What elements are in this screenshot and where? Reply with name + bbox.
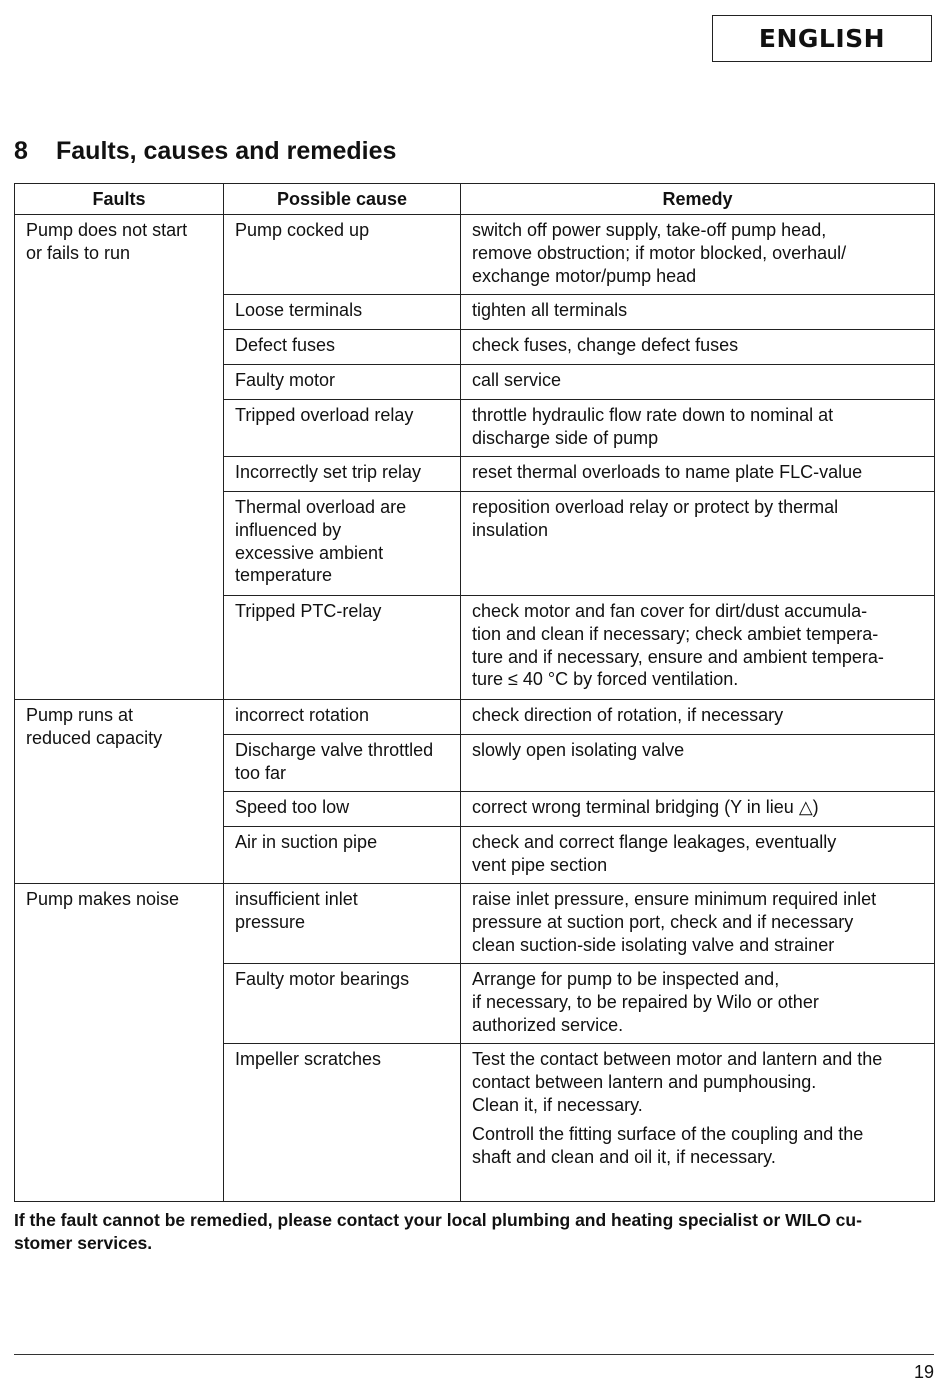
remedy-cell bbox=[461, 700, 935, 735]
remedy-cell bbox=[461, 735, 935, 792]
column-header-faults: Faults bbox=[15, 184, 224, 215]
cause-cell bbox=[224, 700, 461, 735]
remedy-cell bbox=[461, 457, 935, 492]
fault-cell bbox=[15, 884, 224, 1202]
cause-text: Speed too low bbox=[235, 797, 350, 817]
remedy-text: Arrange for pump to be inspected and, bbox=[472, 969, 780, 989]
remedy-text: tion and clean if necessary; check ambiet tempera- bbox=[472, 623, 879, 644]
table-body bbox=[15, 215, 935, 1202]
cause-cell bbox=[224, 884, 461, 964]
faults-table bbox=[14, 183, 935, 1202]
remedy-text: contact between lantern and pumphousing. bbox=[472, 1071, 817, 1092]
remedy-text: Test the contact between motor and lantern and the bbox=[472, 1049, 883, 1069]
cause-text: temperature bbox=[235, 565, 333, 586]
remedy-cell bbox=[461, 400, 935, 457]
remedy-text: Controll the fitting surface of the coupling and the bbox=[472, 1124, 864, 1145]
cause-text: Discharge valve throttled bbox=[235, 740, 434, 760]
cause-cell bbox=[224, 1044, 461, 1202]
remedy-cell bbox=[461, 596, 935, 700]
remedy-cell bbox=[461, 884, 935, 964]
footer-note bbox=[14, 1209, 934, 1255]
remedy-cell bbox=[461, 827, 935, 884]
remedy-text: vent pipe section bbox=[472, 854, 608, 875]
cause-cell bbox=[224, 596, 461, 700]
remedy-text: check direction of rotation, if necessary bbox=[472, 705, 784, 725]
table-row bbox=[15, 215, 935, 295]
cause-cell bbox=[224, 365, 461, 400]
remedy-cell bbox=[461, 964, 935, 1044]
remedy-text: call service bbox=[472, 370, 562, 390]
remedy-text: switch off power supply, take-off pump head, bbox=[472, 220, 827, 240]
remedy-text: exchange motor/pump head bbox=[472, 265, 697, 286]
cause-cell bbox=[224, 792, 461, 827]
page-number: 19 bbox=[913, 1362, 934, 1382]
section-number: 8 bbox=[14, 137, 28, 165]
cause-cell bbox=[224, 735, 461, 792]
cause-text: Air in suction pipe bbox=[235, 832, 378, 852]
remedy-text: ture ≤ 40 °C by forced ventilation. bbox=[472, 669, 739, 690]
cause-text: excessive ambient bbox=[235, 542, 384, 563]
cause-text: pressure bbox=[235, 911, 306, 932]
cause-cell bbox=[224, 457, 461, 492]
cause-text: influenced by bbox=[235, 519, 342, 540]
remedy-text: Clean it, if necessary. bbox=[472, 1094, 643, 1115]
remedy-text: remove obstruction; if motor blocked, overhaul/ bbox=[472, 242, 847, 263]
fault-cell bbox=[15, 700, 224, 884]
remedy-text: if necessary, to be repaired by Wilo or other bbox=[472, 991, 819, 1012]
remedy-cell bbox=[461, 295, 935, 330]
cause-cell bbox=[224, 827, 461, 884]
cause-cell bbox=[224, 215, 461, 295]
remedy-text: reposition overload relay or protect by thermal bbox=[472, 497, 839, 517]
remedy-cell bbox=[461, 365, 935, 400]
remedy-text: raise inlet pressure, ensure minimum required inlet bbox=[472, 889, 877, 909]
remedy-text: discharge side of pump bbox=[472, 427, 659, 448]
cause-text: Thermal overload are bbox=[235, 497, 407, 517]
cause-cell bbox=[224, 400, 461, 457]
fault-text: Pump makes noise bbox=[26, 889, 180, 909]
remedy-text: reset thermal overloads to name plate FLC-value bbox=[472, 462, 863, 482]
remedy-text: correct wrong terminal bridging (Y in lieu △) bbox=[472, 797, 819, 817]
footer-rule bbox=[14, 1354, 934, 1355]
remedy-text: check fuses, change defect fuses bbox=[472, 335, 739, 355]
remedy-cell bbox=[461, 792, 935, 827]
paragraph-gap bbox=[472, 1116, 926, 1123]
cause-text: Defect fuses bbox=[235, 335, 336, 355]
cause-text: Incorrectly set trip relay bbox=[235, 462, 422, 482]
footer-note-line: If the fault cannot be remedied, please contact your local plumbing and heating specialist or WILO cu- bbox=[14, 1210, 862, 1230]
cause-text: too far bbox=[235, 762, 287, 783]
column-header-possible-cause: Possible cause bbox=[224, 184, 461, 215]
remedy-text: slowly open isolating valve bbox=[472, 740, 685, 760]
remedy-text: authorized service. bbox=[472, 1014, 624, 1035]
remedy-text: shaft and clean and oil it, if necessary. bbox=[472, 1147, 776, 1168]
remedy-cell bbox=[461, 330, 935, 365]
remedy-text: throttle hydraulic flow rate down to nominal at bbox=[472, 405, 834, 425]
cause-text: Tripped PTC-relay bbox=[235, 601, 382, 621]
cause-cell bbox=[224, 492, 461, 596]
table-row bbox=[15, 884, 935, 964]
cause-text: Pump cocked up bbox=[235, 220, 370, 240]
cause-text: Faulty motor bearings bbox=[235, 969, 410, 989]
cause-text: insufficient inlet bbox=[235, 889, 358, 909]
fault-text: Pump runs at bbox=[26, 705, 134, 725]
footer-note-line: stomer services. bbox=[14, 1233, 153, 1253]
cause-text: Impeller scratches bbox=[235, 1049, 382, 1069]
fault-text: Pump does not start bbox=[26, 220, 188, 240]
table-header-row bbox=[15, 184, 935, 215]
fault-cell bbox=[15, 215, 224, 700]
remedy-text: insulation bbox=[472, 519, 549, 540]
cause-text: Faulty motor bbox=[235, 370, 336, 390]
remedy-cell bbox=[461, 492, 935, 596]
cause-cell bbox=[224, 330, 461, 365]
table-row bbox=[15, 700, 935, 735]
column-header-remedy: Remedy bbox=[461, 184, 935, 215]
cause-text: incorrect rotation bbox=[235, 705, 370, 725]
remedy-text: tighten all terminals bbox=[472, 300, 628, 320]
remedy-text: ture and if necessary, ensure and ambient tempera- bbox=[472, 646, 884, 667]
fault-text: or fails to run bbox=[26, 242, 131, 263]
remedy-text: clean suction-side isolating valve and strainer bbox=[472, 934, 835, 955]
cause-text: Loose terminals bbox=[235, 300, 363, 320]
fault-text: reduced capacity bbox=[26, 727, 163, 748]
remedy-cell bbox=[461, 1044, 935, 1202]
remedy-text: pressure at suction port, check and if necessary bbox=[472, 911, 854, 932]
cause-cell bbox=[224, 964, 461, 1044]
remedy-text: check and correct flange leakages, eventually bbox=[472, 832, 837, 852]
remedy-cell bbox=[461, 215, 935, 295]
language-label: ENGLISH bbox=[712, 15, 932, 62]
section-heading bbox=[14, 134, 396, 168]
cause-cell bbox=[224, 295, 461, 330]
remedy-text: check motor and fan cover for dirt/dust accumula- bbox=[472, 601, 868, 621]
section-title: Faults, causes and remedies bbox=[56, 137, 397, 165]
cause-text: Tripped overload relay bbox=[235, 405, 414, 425]
